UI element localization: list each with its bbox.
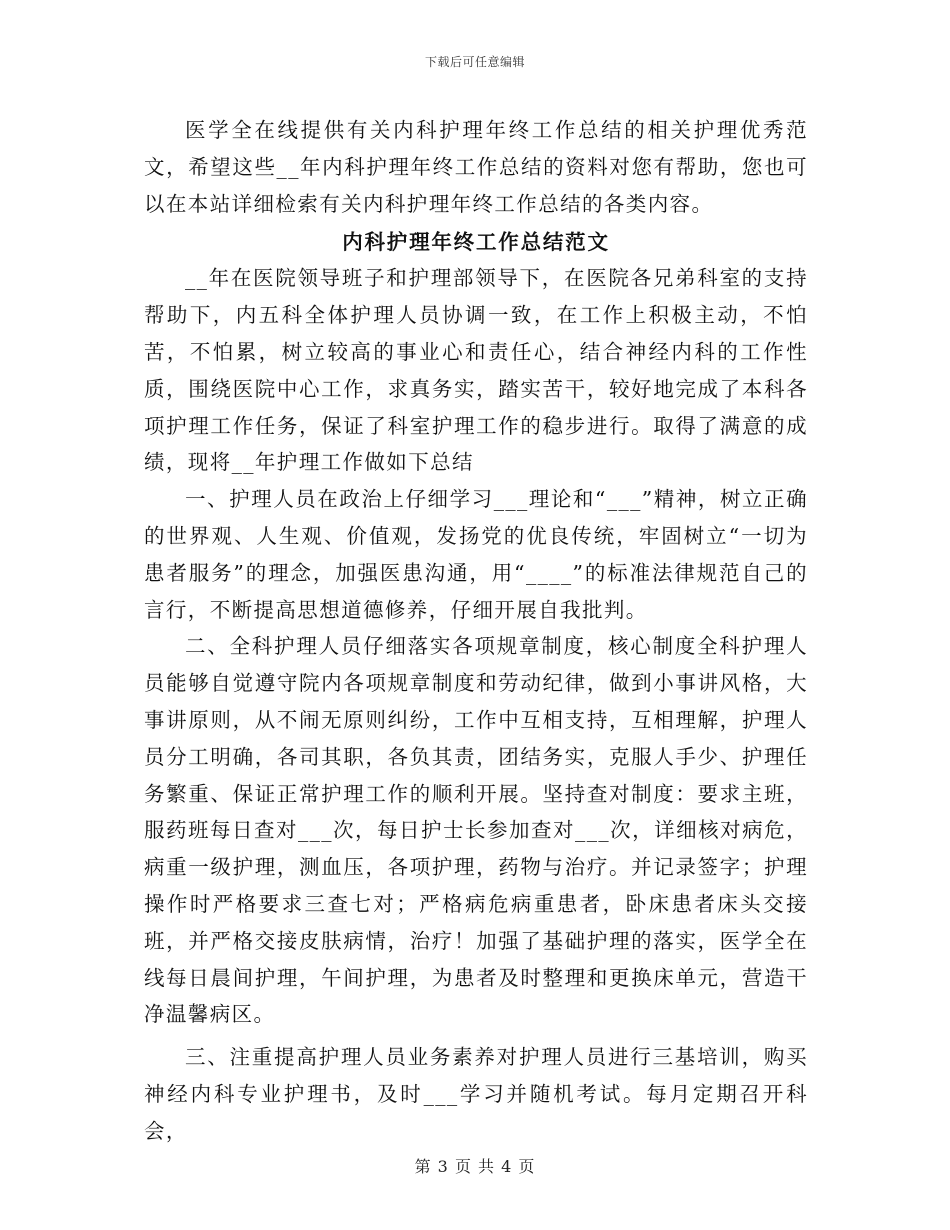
body-paragraph-2: 一、护理人员在政治上仔细学习___理论和“___”精神，树立正确的世界观、人生观、价值观，发扬党的优良传统，牢固树立“一切为患者服务”的理念，加强医患沟通，用“____”的标准法律规范自己的言行，不断提高思想道德修养，仔细开展自我批判。 — [144, 487, 808, 622]
document-title: 内科护理年终工作总结范文 — [342, 230, 610, 255]
page-footer: 第 3 页 共 4 页 — [414, 1157, 536, 1176]
body-paragraph-4: 三、注重提高护理人员业务素养对护理人员进行三基培训，购买神经内科专业护理书，及时___学习并随机考试。每月定期召开科会， — [144, 1045, 808, 1143]
body-paragraph-3: 二、全科护理人员仔细落实各项规章制度，核心制度全科护理人员能够自觉遵守院内各项规章制度和劳动纪律，做到小事讲风格，大事讲原则，从不闹无原则纠纷，工作中互相支持，互相理解，护理人员分工明确，各司其职，各负其责，团结务实，克服人手少、护理任务繁重、保证正常护理工作的顺利开展。坚持查对制度：要求主班，服药班每日查对___次，每日护士长参加查对___次，详细核对病危，病重一级护理，测血压，各项护理，药物与治疗。并记录签字；护理操作时严格要求三查七对；严格病危病重患者，卧床患者床头交接班，并严格交接皮肤病情，治疗！加强了基础护理的落实，医学全在线每日晨间护理，午间护理，为患者及时整理和更换床单元，营造干净温馨病区。 — [144, 634, 808, 1027]
intro-paragraph: 医学全在线提供有关内科护理年终工作总结的相关护理优秀范文，希望这些__年内科护理年终工作总结的资料对您有帮助，您也可以在本站详细检索有关内科护理年终工作总结的各类内容。 — [144, 118, 808, 216]
page-header: 下载后可任意编辑 — [424, 55, 525, 69]
document-body — [144, 112, 808, 1150]
body-paragraph-1: __年在医院领导班子和护理部领导下，在医院各兄弟科室的支持帮助下，内五科全体护理人员协调一致，在工作上积极主动，不怕苦，不怕累，树立较高的事业心和责任心，结合神经内科的工作性质，围绕医院中心工作，求真务实，踏实苦干，较好地完成了本科各项护理工作任务，保证了科室护理工作的稳步进行。取得了满意的成绩，现将__年护理工作做如下总结 — [144, 266, 808, 475]
